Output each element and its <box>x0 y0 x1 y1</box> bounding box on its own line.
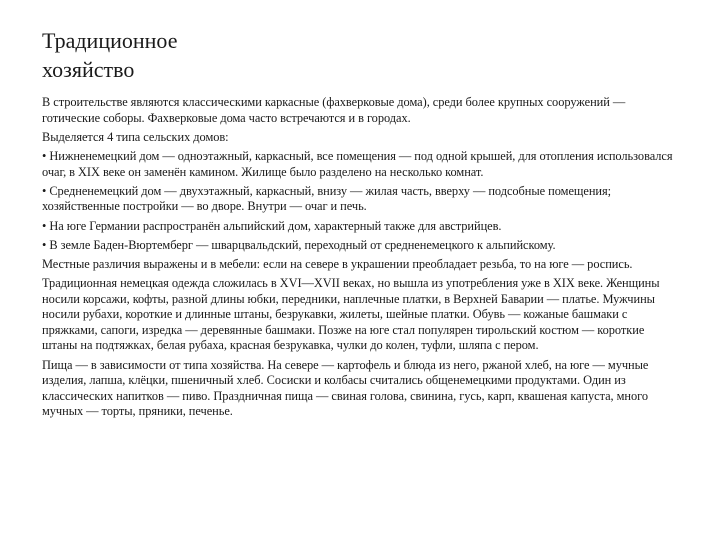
title-line-1: Традиционное <box>42 28 178 53</box>
paragraph-house-types-intro: Выделяется 4 типа сельских домов: <box>42 129 229 144</box>
slide-body <box>42 95 678 424</box>
bullet-black-forest-house: • В земле Баден-Вюртемберг — шварцвальдский, переходный от средненемецкого к альпийскому. <box>42 237 556 252</box>
bullet-low-german-house: • Нижненемецкий дом — одноэтажный, каркасный, все помещения — под одной крышей, для отопления использовался очаг, в XIX веке он заменён камином. Жилище было разделено на несколько комнат. <box>42 148 673 179</box>
title-line-2: хозяйство <box>42 57 135 82</box>
bullet-alpine-house: • На юге Германии распространён альпийский дом, характерный также для австрийцев. <box>42 218 502 233</box>
paragraph-food: Пища — в зависимости от типа хозяйства. На севере — картофель и блюда из него, ржаной хлеб, на юге — мучные изделия, лапша, клёцки, пшеничный хлеб. Сосиски и колбасы считались общенемецкими продуктами. Один из классических напитков — пиво. Праздничная пища — свиная голова, свинина, гусь, карп, квашеная капуста, много мучных — торты, пряники, печенье. <box>42 357 649 419</box>
paragraph-construction: В строительстве являются классическими каркасные (фахверковые дома), среди более крупных сооружений — готические соборы. Фахверковые дома часто встречаются и в городах. <box>42 95 626 125</box>
paragraph-furniture: Местные различия выражены и в мебели: если на севере в украшении преобладает резьба, то на юге — роспись. <box>42 256 633 271</box>
slide-title <box>42 26 442 84</box>
bullet-middle-german-house: • Средненемецкий дом — двухэтажный, каркасный, внизу — жилая часть, вверху — подсобные помещения; хозяйственные постройки — во дворе. Внутри — очаг и печь. <box>42 183 612 214</box>
paragraph-clothing: Традиционная немецкая одежда сложилась в XVI—XVII веках, но вышла из употребления уже в XIX веке. Женщины носили корсажи, кофты, разной длины юбки, передники, наплечные платки, в Верхней Баварии — платье. Мужчины носили рубахи, короткие и длинные штаны, безрукавки, жилеты, шейные платки. Обувь — кожаные башмаки с пряжками, сапоги, изредка — деревянные башмаки. Позже на юге стал популярен тирольский костюм — короткие штаны на подтяжках, белая рубаха, красная безрукавка, чулки до колен, туфли, шляпа с пером. <box>42 276 660 353</box>
